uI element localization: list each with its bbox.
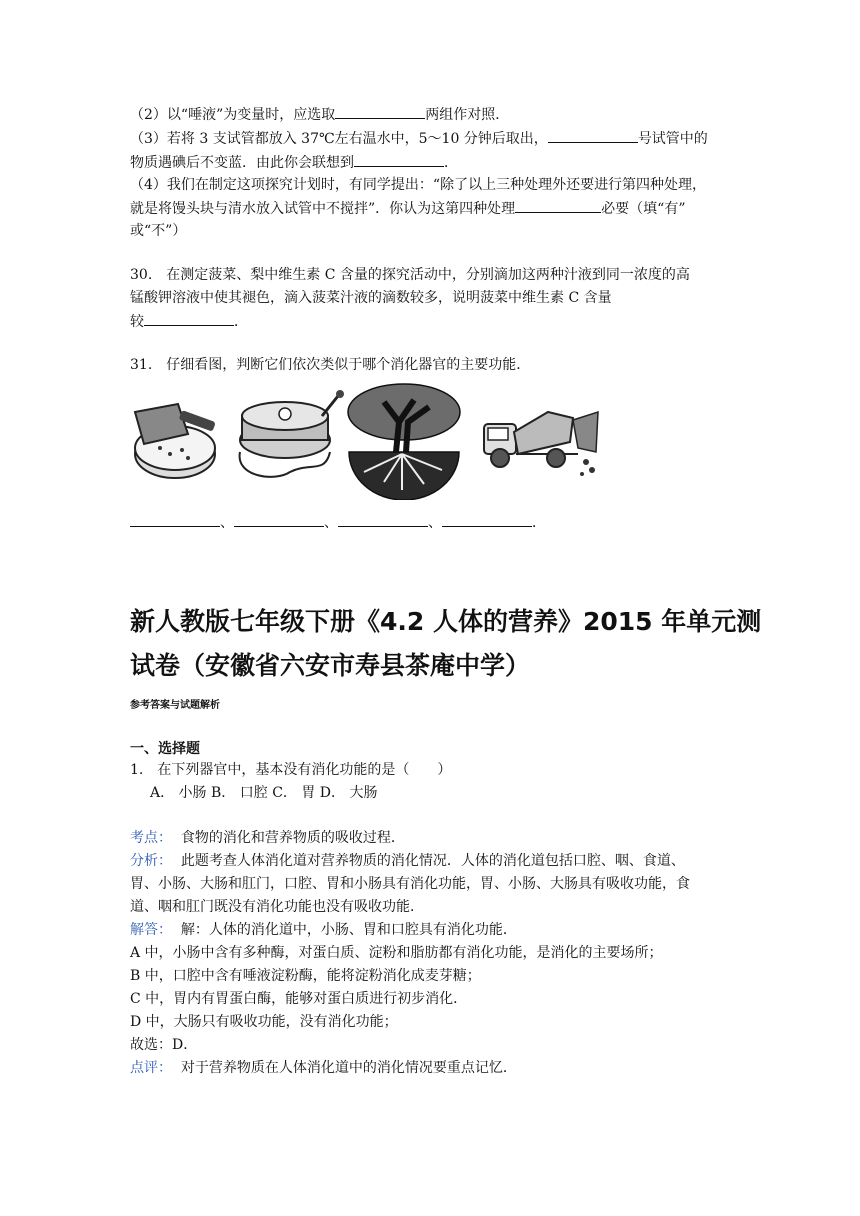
q1-explain-a: A 中，小肠中含有多种酶，对蛋白质、淀粉和脂肪都有消化功能，是消化的主要场所；	[130, 945, 663, 961]
q-part4-line2	[130, 198, 685, 219]
separator: 、	[324, 515, 338, 531]
separator: 、	[220, 515, 234, 531]
answer-blank[interactable]	[130, 512, 220, 527]
answer-blank[interactable]	[335, 104, 425, 119]
fenxi-text: 此题考查人体消化道对营养物质的消化情况．人体的消化道包括口腔、咽、食道、	[180, 853, 685, 869]
q-part4-line3: 或“不”）	[130, 223, 187, 239]
fenxi-label: 分析：	[130, 853, 172, 869]
q30-line1: 30. 在测定菠菜、梨中维生素 C 含量的探究活动中，分别滴加这两种汁液到同一浓度的高	[130, 267, 690, 283]
answer-blank[interactable]	[442, 512, 532, 527]
q-part2-text-end: 两组作对照．	[425, 107, 510, 123]
answer-blank[interactable]	[548, 128, 638, 143]
section-heading: 一、选择题	[130, 741, 200, 757]
answer-blank[interactable]	[234, 512, 324, 527]
dump-truck-icon	[478, 382, 603, 487]
kaodian-label: 考点：	[130, 830, 172, 846]
tree-roots-icon	[344, 382, 464, 500]
q-part4-line2-text: 就是将馒头块与清水放入试管中不搅拌”．你认为这第四种处理	[130, 201, 516, 217]
q1-jieda	[130, 920, 517, 940]
q1-stem: 1. 在下列器官中，基本没有消化功能的是（ ）	[130, 762, 452, 778]
q-part3-line2	[130, 152, 458, 173]
q30-line3-text: 较	[130, 314, 144, 330]
q30-line2: 锰酸钾溶液中使其褪色，滴入菠菜汁液的滴数较多，说明菠菜中维生素 C 含量	[130, 290, 612, 306]
jieda-text: 解：人体的消化道中，小肠、胃和口腔具有消化功能．	[180, 922, 517, 938]
separator: 、	[428, 515, 442, 531]
answer-blank[interactable]	[338, 512, 428, 527]
q-part4-line2-end: 必要（填“有”	[601, 201, 686, 217]
q1-fenxi-line3: 道、咽和肛门既没有消化功能也没有吸收功能．	[130, 899, 424, 915]
separator: ．	[532, 515, 546, 531]
q1-fenxi-line2: 胃、小肠、大肠和肛门，口腔、胃和小肠具有消化功能，胃、小肠、大肠具有吸收功能，食	[130, 876, 690, 892]
q1-explain-b: B 中，口腔中含有唾液淀粉酶，能将淀粉消化成麦芽糖；	[130, 968, 481, 984]
jieda-label: 解答：	[130, 922, 172, 938]
document-title-line2: 试卷（安徽省六安市寿县茶庵中学）	[130, 651, 531, 680]
kaodian-text: 食物的消化和营养物质的吸收过程．	[180, 830, 405, 846]
dianping-label: 点评：	[130, 1060, 172, 1076]
q-part2-text: （2）以“唾液”为变量时，应选取	[130, 107, 336, 123]
q-part3-line2-text: 物质遇碘后不变蓝．由此你会联想到	[130, 155, 354, 171]
document-subtitle: 参考答案与试题解析	[130, 700, 220, 711]
q-part3-text-end: 号试管中的	[637, 131, 708, 147]
q-part3-line2-end: ．	[444, 155, 458, 171]
q1-options: A． 小肠 B． 口腔 C． 胃 D． 大肠	[150, 785, 378, 801]
q-part3-text: （3）若将 3 支试管都放入 37℃左右温水中，5～10 分钟后取出，	[130, 131, 548, 147]
cleaver-chopping-icon	[130, 382, 225, 487]
dianping-text: 对于营养物质在人体消化道中的消化情况要重点记忆．	[180, 1060, 517, 1076]
q1-answer: 故选：D．	[130, 1037, 198, 1053]
q1-explain-c: C 中，胃内有胃蛋白酶，能够对蛋白质进行初步消化．	[130, 991, 468, 1007]
q30-line3-end: ．	[234, 314, 248, 330]
q31-answer-blanks	[130, 512, 546, 533]
answer-blank[interactable]	[144, 311, 234, 326]
q1-explain-d: D 中，大肠只有吸收功能，没有消化功能；	[130, 1014, 398, 1030]
q1-dianping	[130, 1058, 517, 1078]
q-part3-line1	[130, 128, 708, 149]
q1-kaodian	[130, 828, 405, 848]
document-title-line1: 新人教版七年级下册《4.2 人体的营养》2015 年单元测	[130, 607, 762, 636]
q-part4-line1: （4）我们在制定这项探究计划时，有同学提出：“除了以上三种处理外还要进行第四种处理，	[130, 177, 707, 193]
answer-blank[interactable]	[354, 152, 444, 167]
q31-text: 31. 仔细看图，判断它们依次类似于哪个消化器官的主要功能．	[130, 357, 531, 373]
q30-line3	[130, 311, 248, 332]
q-part2	[130, 104, 509, 125]
millstone-grinding-icon	[230, 382, 348, 487]
answer-blank[interactable]	[515, 198, 601, 213]
q1-fenxi-line1	[130, 851, 685, 871]
